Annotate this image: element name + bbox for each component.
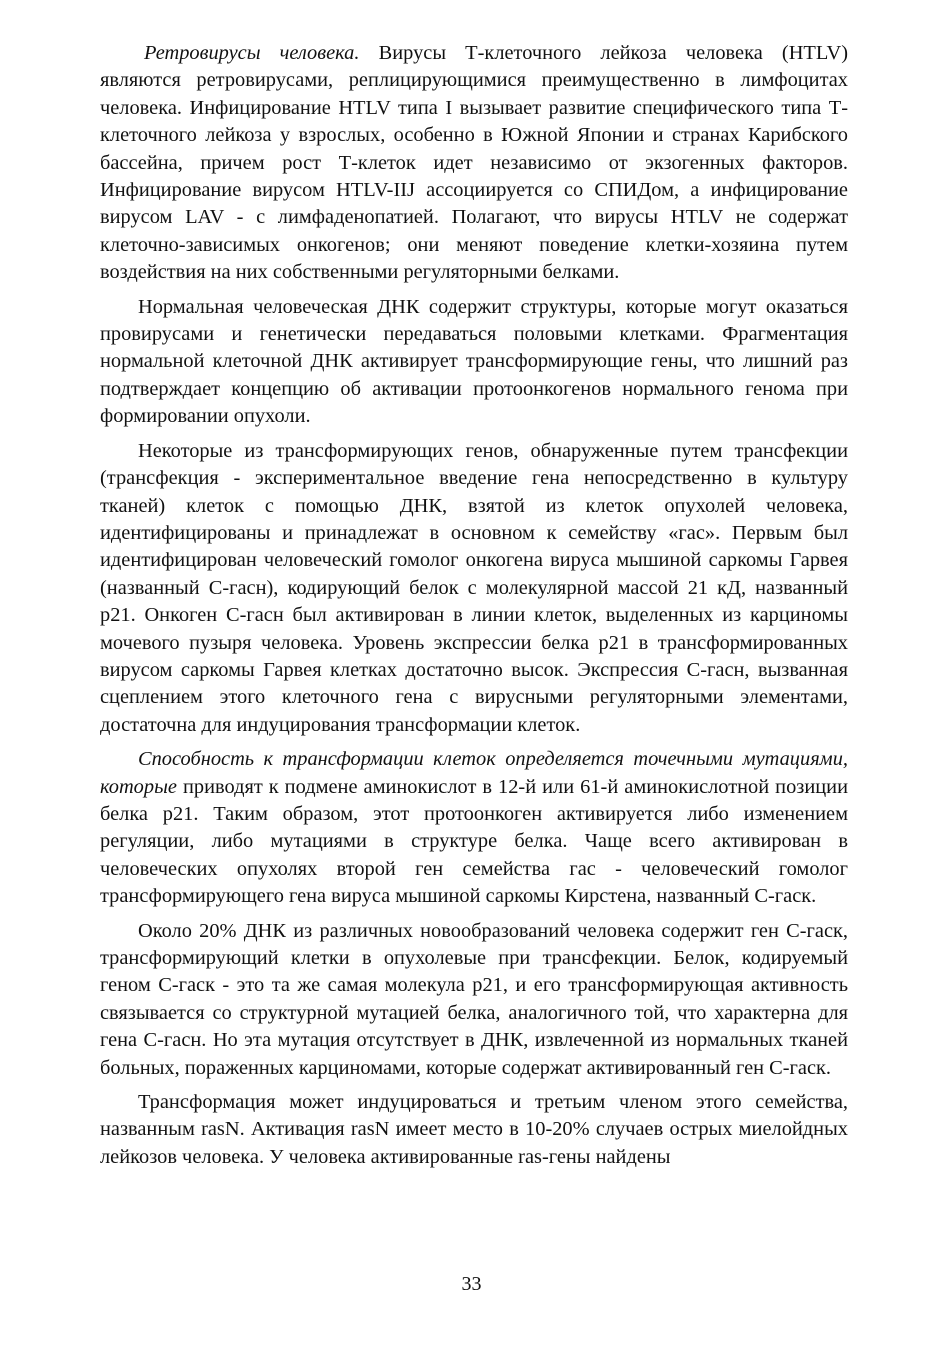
paragraph-text: приводят к подмене аминокислот в 12-й или 61-й аминокислотной позиции белка р21. Таким образом, этот протоонкоген активируется либо изменением регуляции, либо мутациями в структуре белка. Чаще всего активирован в человеческих опухолях второй ген семейства гас - человеческий гомолог трансформирующего гена вируса мышиной саркомы Кирстена, названный С-гаск. xyxy=(100,775,848,908)
paragraph-text: Вирусы Т-клеточного лейкоза человека (HTLV) являются ретровирусами, реплицирующимися преимущественно в лимфоцитах человека. Инфицирование HTLV типа I вызывает развитие специфического типа Т-клеточного лейкоза у взрослых, особенно в Южной Японии и странах Карибского бассейна, причем рост Т-клеток идет независимо от экзогенных факторов. Инфицирование вирусом HTLV-IIJ ассоциируется со СПИДом, а инфицирование вирусом LAV - с лимфаденопатией. Полагают, что вирусы HTLV не содержат клеточно-зависимых онкогенов; они меняют поведение клетки-хозяина путем воздействия на них собственными регуляторными белками. xyxy=(100,42,848,284)
paragraph xyxy=(100,746,848,910)
paragraph xyxy=(100,438,848,739)
paragraph-lead: Способность к трансформации клеток определяется точечными мутациями, которые xyxy=(100,748,848,798)
paragraph-text: Некоторые из трансформирующих генов, обнаруженные путем трансфекции (трансфекция - экспериментальное введение гена непосредственно в культуру тканей) клеток с помощью ДНК, взятой из клеток опухолей человека, идентифицированы и принадлежат в основном к семейству «гас». Первым был идентифицирован человеческий гомолог онкогена вируса мышиной саркомы Гарвея (названный С-гасн), кодирующий белок с молекулярной массой 21 кД, названный р21. Онкоген С-гасн был активирован в линии клеток, выделенных из карциномы мочевого пузыря человека. Уровень экспрессии белка р21 в трансформированных вирусом саркомы Гарвея клетках достаточно высок. Экспрессия С-гасн, вызванная сцеплением этого клеточного гена с вирусными регуляторными элементами, достаточна для индуцирования трансформации клеток. xyxy=(100,439,848,736)
page-number: 33 xyxy=(461,1273,482,1295)
document-page xyxy=(100,40,848,1178)
paragraph xyxy=(100,40,848,287)
paragraph xyxy=(100,918,848,1082)
paragraph-lead: Ретровирусы человека. xyxy=(144,42,360,64)
paragraph-text: Нормальная человеческая ДНК содержит структуры, которые могут оказаться провирусами и генетически передаваться половыми клетками. Фрагментация нормальной клеточной ДНК активирует трансформирующие гены, что лишний раз подтверждает концепцию об активации протоонкогенов нормального генома при формировании опухоли. xyxy=(100,295,848,428)
paragraph xyxy=(100,1089,848,1171)
paragraph xyxy=(100,294,848,431)
paragraph-text: Около 20% ДНК из различных новообразований человека содержит ген С-гаск, трансформирующий клетки в опухолевые при трансфекции. Белок, кодируемый геном С-гаск - это та же самая молекула р21, и его трансформирующая активность связывается со структурной мутацией белка, аналогичного той, что характерна для гена С-гасн. Но эта мутация отсутствует в ДНК, извлеченной из нормальных тканей больных, пораженных карциномами, которые содержат активированный ген С-гаск. xyxy=(100,919,848,1079)
paragraph-text: Трансформация может индуцироваться и третьим членом этого семейства, названным rasN. Активация rasN имеет место в 10-20% случаев острых миелойдных лейкозов человека. У человека активированные ras-гены найдены xyxy=(100,1091,848,1168)
